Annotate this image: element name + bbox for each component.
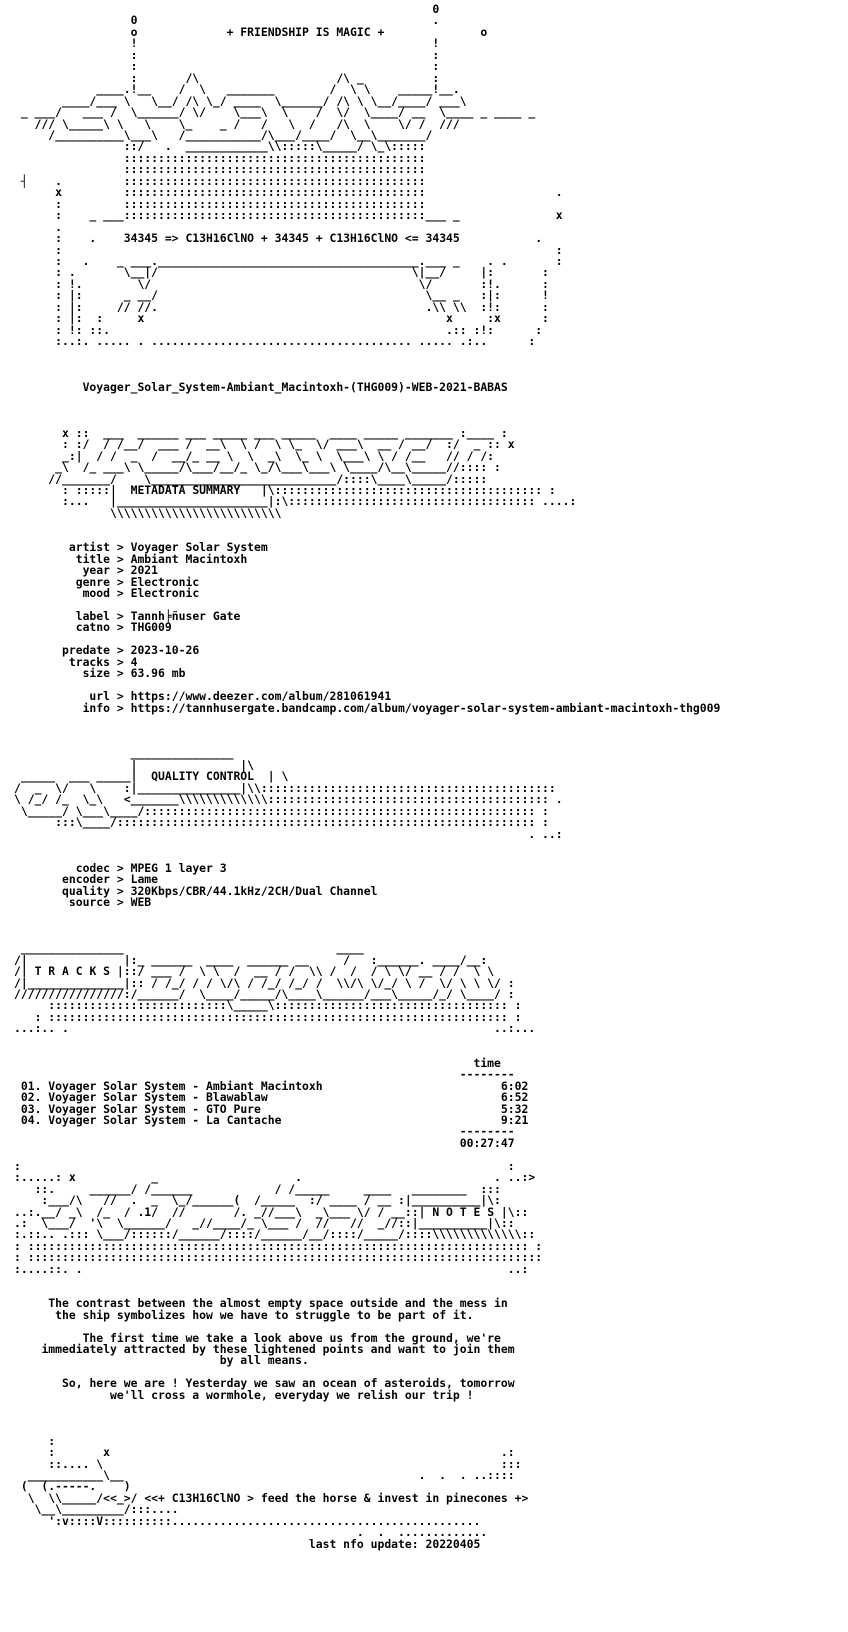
qc-codec: MPEG 1 layer 3 (130, 860, 227, 875)
tracks-heading: T R A C K S (34, 964, 111, 979)
meta-mood: Electronic (130, 586, 200, 601)
notes-heading: N O T E S (432, 1204, 495, 1219)
metadata-heading: METADATA SUMMARY (130, 483, 241, 498)
track-3-num: 03. (20, 1101, 42, 1116)
track-4-time: 9:21 (500, 1112, 529, 1127)
track-4-title: Voyager Solar System - La Cantache (48, 1112, 282, 1127)
meta-size: 63.96 mb (130, 666, 186, 681)
track-2-time: 6:52 (500, 1090, 529, 1105)
meta-title: Ambiant Macintoxh (130, 551, 248, 566)
release-name: Voyager_Solar_System-Ambiant_Macintoxh-(THG009)-WEB-2021-BABAS (82, 379, 508, 394)
notes-p3-l1: So, here we are ! Yesterday we saw an ocean of asteroids, tomorrow (62, 1376, 515, 1391)
track-3-time: 5:32 (500, 1101, 529, 1116)
notes-p1-l1: The contrast between the almost empty space outside and the mess in (48, 1296, 508, 1311)
tagline: + FRIENDSHIP IS MAGIC + (226, 24, 385, 39)
meta-predate: 2023-10-26 (130, 643, 200, 658)
notes-p2-l1: The first time we take a look above us from the ground, we're (82, 1330, 501, 1345)
meta-tracks: 4 (130, 654, 138, 669)
meta-genre: Electronic (130, 574, 200, 589)
track-3-title: Voyager Solar System - GTO Pure (48, 1101, 261, 1116)
formula-line: 34345 => C13H16ClNO + 34345 + C13H16ClNO <= 34345 (123, 231, 460, 246)
track-1-time: 6:02 (500, 1078, 529, 1093)
track-1-num: 01. (20, 1078, 42, 1093)
track-1-title: Voyager Solar System - Ambiant Macintoxh (48, 1078, 323, 1093)
notes-p2-l2: immediately attracted by these lightened points and want to join them (41, 1342, 515, 1357)
footer-slogan: <<+ C13H16ClNO > feed the horse & invest in pinecones +> (144, 1490, 529, 1505)
quality-heading: QUALITY CONTROL (151, 769, 255, 784)
notes-p1-l2: the ship symbolizes how we have to struggle to be part of it. (55, 1307, 474, 1322)
footer-update: last nfo update: 20220405 (308, 1536, 481, 1551)
tracks-total: 00:27:47 (459, 1135, 515, 1150)
meta-catno: THG009 (130, 620, 172, 635)
track-4-num: 04. (20, 1112, 42, 1127)
meta-year: 2021 (130, 563, 159, 578)
qc-quality: 320Kbps/CBR/44.1kHz/2CH/Dual Channel (130, 883, 378, 898)
notes-p3-l2: we'll cross a wormhole, everyday we relish our trip ! (110, 1387, 474, 1402)
time-header: time (473, 1055, 501, 1070)
qc-encoder: Lame (130, 872, 159, 887)
notes-p2-l3: by all means. (219, 1353, 309, 1368)
qc-source: WEB (130, 895, 152, 910)
meta-artist: Voyager Solar System (130, 540, 268, 555)
meta-label: Tannh╞ñuser Gate (130, 609, 241, 624)
track-2-num: 02. (20, 1090, 42, 1105)
nfo-document: 0 0 . o + FRIENDSHIP IS MAGIC + o ! ! : : : : : /\ /\ _ : ____.!__ / \ _______ / \ \ _____!__. ____/___ \ \__/ /\ \_/ ____ \______/ /\ \ \__/____/ ___\ _ ___/ ___ / \______/ \/ \___\ \ / \/ \____/ __ \____ _ ____ _ /// \_____\ \ \ \_ _ / / \ / /\ \ \/ / /// /__________\___\ /___________/\___/____/ \__\_______/ ::/ . ____________\\:::::\_____/ \_\::::: :::::::::::::::::::::::::::::::::::::::::::: :::::::::::::::::::::::::::::::::::::::::::: ┤ . :::::::::::::::::::::::::::::::::::::::::::: x :::::::::::::::::::::::::::::::::::::::::::: . : :::::::::::::::::::::::::::::::::::::::::::: : _ ___::::::::::::::::::::::::::::::::::::::::::::___ _ x . : . 34345 => C13H16ClNO + 34345 + C13H16ClNO <= 34345 . : : : . _ ___.______________________________________.___ _ . . : : . \__|/ \|__/ |: : : !. \/ \/ :!. : : |: _ __/ \__ _ :|: ! : |: // //. .\\ \\ :!: : : |: : x x :x : : !: ::. .:: :!: : :..:. ..... . ...................................... ..... .:.. : Voyager_Solar_System-Ambiant_Macintoxh-(THG009)-WEB-2021-BABAS x :: ___ ______ ___ _____ ___ _____ ____ _____ _______ :____ : : :/ / /__/ ___ / __\ \ / \ \_ \/ ___\ __ / __/ :/ _ :: x _:| / / _ / __/_ __ \ \ _\ \_ \ \___\ \ / /__ // / /: _\ /_ ___\ \_____/\___/__/_ \_/\___\___\ \____/\__\_____//:::: : //_______/ \___________________________/::::\____\_____/::::: : :::::| METADATA SUMMARY |\::::::::::::::::::::::::::::::::::::::: : :... |______________________|:\:::::::::::::::::::::::::::::::::::: ....: \\\\\\\\\\\\\\\\\\\\\\\\\ artist > Voyager Solar System title > Ambiant Macintoxh year > 2021 genre > Electronic mood > Electronic label > Tannh╞ñuser Gate catno > THG009 predate > 2023-10-26 tracks > 4 size > 63.96 mb url > https://www.deezer.com/album/281061941 info > https://tannhusergate.bandcamp.com/album/voyager-solar-system-ambiant-macintoxh-thg009 _______________ | |\ _____ ___ _____| QUALITY CONTROL | \ / _ \/ \ :|_______________|\\::::::::::::::::::::::::::::::::::::::::::: \ /_/ /_ \_\ <_______\\\\\\\\\\\\\::::::::::::::::::::::::::::::::::::::::: . \_____/ \___\____/::::::::::::::::::::::::::::::::::::::::::::::::::::::::: : :::\____/::::::::::::::::::::::::::::::::::::::::::::::::::::::::::::: : . ..: codec > MPEG 1 layer 3 encoder > Lame quality > 320Kbps/CBR/44.1kHz/2CH/Dual Channel source > WEB _______________ ____ /| |:_ ______ ____ ______ __ / :______. ____/__: /| T R A C K S |::/ ___ / \ \ / __ / / \\ / / / \ \/ __ / / \ \ /|______________|:: / /_/ / / \/\ / /_/ /_/ / \\/\ \/_/ \ / \/ \ \ \/ : ////////////////:/______/ \____/_____/\____\______/___\_____/_/ \____/ : ::::::::::::::::::::::::::\_____\:::::::::::::::::::::::::::::::::: : : ::::::::::::::::::::::::::::::::::::::::::::::::::::::::::::::::::: : ...:.. . ..:... time -------- 01. Voyager Solar System - Ambiant Macintoxh 6:02 02. Voyager Solar System - Blawablaw 6:52 03. Voyager Solar System - GTO Pure 5:32 04. Voyager Solar System - La Cantache 9:21 -------- 00:27:47 : : :.....: x _ . . ..:> ::. ______/ /______ / /_____ ____ ________ ::: :___/\ // . _ \_/______( /_____ :/ ____ / __ :|__________|\: ..:.__/ _\ /_ / .1/ // /. _//___\ _\___ \/ / __::| N O T E S |\:: .: \___/ '\ \______/ _//____/_ \___ / // // _//::|__________|\:: :.::.. .::: \___/::::::/______/::::/______/__/::::/_____/::::\\\\\\\\\\\\\:: : ::::::::::::::::::::::::::::::::::::::::::::::::::::::::::::::::::::::::: : : ::::::::::::::::::::::::::::::::::::::::::::::::::::::::::::::::::::::::::: :....::. . ..: The contrast between the almost empty space outside and the mess in the ship symbolizes how we have to struggle to be part of it. The first time we take a look above us from the ground, we're immediately attracted by these lightened points and want to join them by all means. So, here we are ! Yesterday we saw an ocean of asteroids, tomorrow we'll cross a wormhole, everyday we relish our trip ! : : x .: ::.... \ ::: ___________\__ . . . ..:::: ( (.-----. ) \ \\_____/<<_>/ <<+ C13H16ClNO > feed the horse & invest in pinecones +> \__\_________/:::.... ':v::::V::::::::::............................................. . . ............. last nfo update: 20220405 (14, 2, 721, 1551)
track-2-title: Voyager Solar System - Blawablaw (48, 1090, 268, 1105)
meta-info: https://tannhusergate.bandcamp.com/album/voyager-solar-system-ambiant-macintoxh-thg009 (130, 700, 721, 715)
meta-url: https://www.deezer.com/album/281061941 (130, 689, 392, 704)
